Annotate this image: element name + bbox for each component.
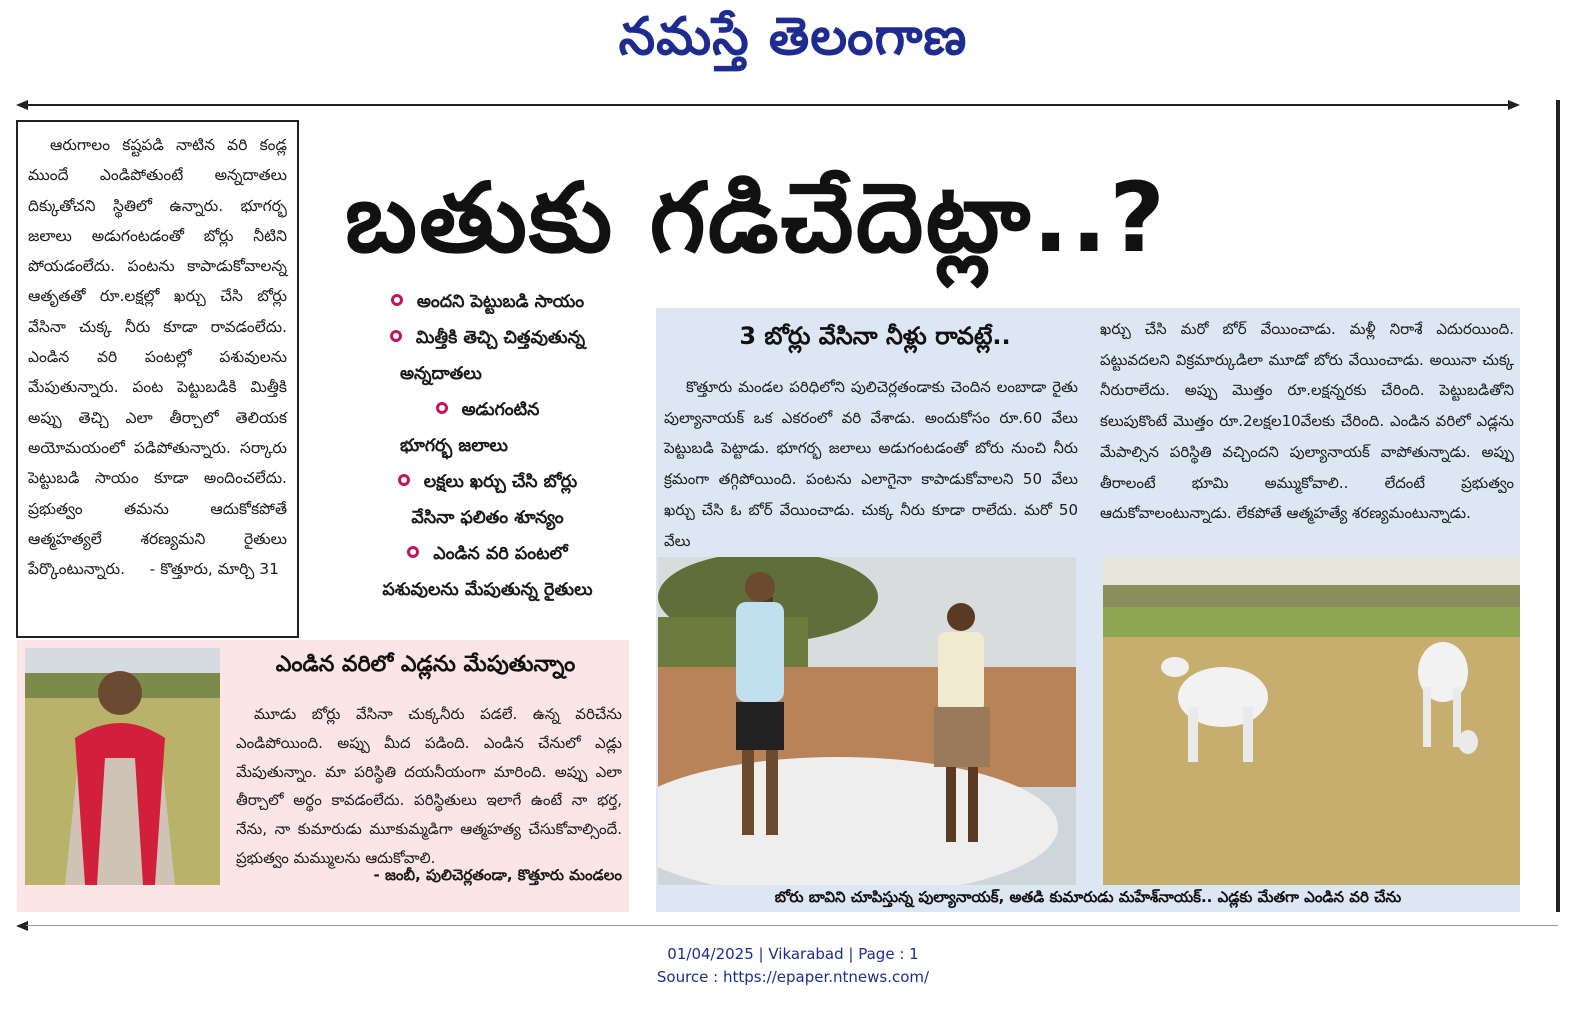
right-margin-bar [1556, 100, 1560, 912]
highlight-text: లక్షలు ఖర్చు చేసి బోర్లు [423, 472, 578, 492]
highlight-text: అన్నదాతలు [400, 364, 482, 384]
highlight-item [330, 464, 645, 500]
bullet-circle-icon [391, 294, 403, 306]
intro-text: ఆరుగాలం కష్టపడి నాటిన వరి కండ్ల ముందే ఎండిపోతుంటే అన్నదాతలు దిక్కుతోచని స్థితిలో ఉన్నారు. భూగర్భ జలాలు అడుగంటడంతో బోర్లు నీటిని పోయడంలేదు. పంటను కాపాడుకోవాలన్న ఆతృతతో రూ.లక్షల్లో ఖర్చు చేసి బోర్లు వేసినా చుక్క నీరు కూడా రావడంలేదు. ఎండిన వరి పంటల్లో పశువులను మేపుతున్నారు. పంట పెట్టుబడికి మిత్తీకి అప్పు తెచ్చి ఎలా తీర్చాలో తెలియక అయోమయంలో పడిపోతున్నారు. సర్కారు పెట్టుబడి సాయం కూడా అందించలేదు. ప్రభుత్వం తమను ఆదుకోకపోతే ఆత్మహత్యలే శరణ్యమని రైతులు పేర్కొంటున్నారు. [28, 136, 287, 579]
headline: బతుకు గడిచేదెట్లా..? [345, 162, 1167, 274]
dry-paddy-cattle-photo [1103, 557, 1520, 885]
highlight-text: పశువులను మేపుతున్న రైతులు [382, 580, 593, 600]
sidebar-title: ఎండిన వరిలో ఎడ్లను మేపుతున్నాం [275, 652, 576, 677]
story-subhead: 3 బోర్లు వేసినా నీళ్లు రావట్లే.. [739, 322, 1011, 350]
highlight-continuation [330, 500, 645, 536]
story-column-2: ఖర్చు చేసి మరో బోర్ వేయించాడు. మళ్లీ నిరాశే ఎదురయింది. పట్టువదలని విక్రమార్కుడిలా మూడో బోరు వేయించాడు. అయినా చుక్క నీరురాలేదు. అప్పు మొత్తం రూ.లక్షన్నరకు చేరింది. పెట్టుబడితోని కలుపుకొంటే మొత్తం రూ.2లక్షల10వేలకు చేరింది. ఎండిన వరిలో ఎడ్లను మేపాల్సిన పరిస్థితి వచ్చిందని పుల్యానాయక్ వాపోతున్నాడు. అప్పు తీరాలంటే భూమి అమ్ముకోవాలి.. లేదంటే ప్రభుత్వం ఆదుకోవాలంటున్నాడు. లేకపోతే ఆత్మహత్యే శరణ్యమంటున్నాడు. [1100, 320, 1514, 523]
highlight-item [330, 320, 645, 356]
highlight-item [330, 284, 645, 320]
highlight-text: భూగర్భ జలాలు [400, 436, 508, 456]
footer-date-line: 01/04/2025 | Vikarabad | Page : 1 [667, 945, 919, 963]
highlight-continuation [330, 428, 645, 464]
highlight-text: మిత్తీకి తెచ్చి చిత్తవుతున్న [415, 328, 586, 348]
intro-box [16, 120, 299, 638]
highlight-continuation [330, 572, 645, 608]
footer-source-line: Source : https://epaper.ntnews.com/ [656, 968, 930, 986]
bottom-rule-arrow-icon [16, 921, 28, 931]
intro-paragraph [28, 130, 287, 584]
sidebar-text: మూడు బోర్లు వేసినా చుక్కనీరు పడలే. ఉన్న వరిచేను ఎండిపోయింది. అప్పు మీద పడింది. ఎండిన చేనులో ఎడ్లు మేపుతున్నాం. మా పరిస్థితి దయనీయంగా మారింది. అప్పు ఎలా తీర్చాలో అర్థం కావడంలేదు. పరిస్థితులు ఇలాగే ఉంటే నా భర్త, నేను, నా కుమారుడు మూకుమ్మడిగా ఆత్మహత్య చేసుకోవాల్సిందే. ప్రభుత్వం మమ్ములను ఆదుకోవాలి. [236, 705, 622, 867]
highlight-text: అందని పెట్టుబడి సాయం [416, 292, 585, 312]
borewell-farmers-photo [658, 557, 1076, 885]
newspaper-masthead: నమస్తే తెలంగాణ [618, 6, 968, 67]
highlight-item [330, 392, 645, 428]
highlight-continuation [330, 356, 645, 392]
top-rule [26, 104, 1512, 106]
bullet-circle-icon [390, 330, 402, 342]
farmer-woman-photo [25, 648, 220, 885]
story-column-1: కొత్తూరు మండల పరిధిలోని పులిచెర్లతండాకు చెందిన లంబాడా రైతు పుల్యానాయక్ ఒక ఎకరంలో వరి వేశాడు. అందుకోసం రూ.60 వేలు పెట్టుబడి పెట్టాడు. భూగర్భ జలాలు అడుగంటడంతో బోరు నుంచి నీరు క్రమంగా తగ్గిపోయింది. పంటను ఎలాగైనా కాపాడుకోవాలని 50 వేలు ఖర్చు చేసి ఓ బోర్ వేయించాడు. చుక్క నీరు కూడా రాలేదు. మరో 50 వేలు [664, 378, 1078, 550]
rule-arrow-right-icon [1508, 100, 1520, 110]
bottom-rule [26, 925, 1558, 926]
highlights-list [330, 284, 645, 608]
bullet-circle-icon [407, 546, 419, 558]
photo-caption: బోరు బావిని చూపిస్తున్న పుల్యానాయక్, అతడి కుమారుడు మహేశ్‌నాయక్.. ఎడ్లకు మేతగా ఎండిన వరి చేను [774, 888, 1402, 906]
sidebar-attribution: - జంబీ, పులిచెర్లతండా, కొత్తూరు మండలం [373, 866, 622, 884]
highlight-text: వేసినా ఫలితం శూన్యం [411, 508, 564, 528]
highlight-text: ఎండిన వరి పంటలో [433, 544, 568, 564]
bullet-circle-icon [398, 474, 410, 486]
bullet-circle-icon [436, 402, 448, 414]
highlight-item [330, 536, 645, 572]
intro-dateline: - కొత్తూరు, మార్చి 31 [149, 560, 279, 579]
highlight-text: అడుగంటిన [461, 400, 540, 420]
